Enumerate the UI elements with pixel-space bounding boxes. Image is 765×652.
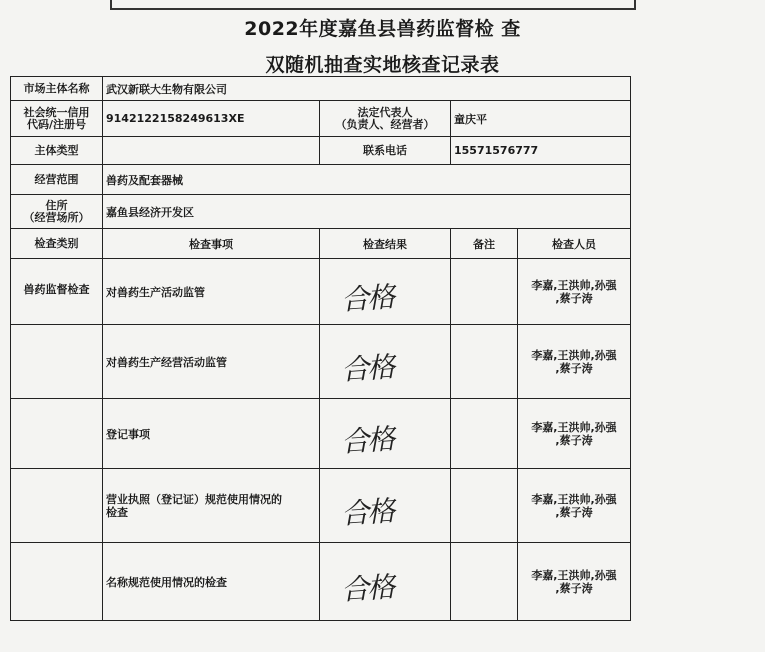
remark-cell xyxy=(451,469,518,543)
inspectors-cell xyxy=(518,259,631,325)
inspection-item-line2: 检查 xyxy=(106,505,128,519)
row-header xyxy=(11,229,631,259)
table-row xyxy=(11,469,631,543)
row-credit-code xyxy=(11,101,631,137)
remark-cell xyxy=(451,325,518,399)
inspection-record-table xyxy=(10,76,631,621)
label-legal-rep-line2: （负责人、经营者） xyxy=(335,117,435,131)
inspection-result-cell xyxy=(320,469,451,543)
category-empty-cell xyxy=(11,325,103,399)
document-title-line1: 2022年度嘉鱼县兽药监督检 查 xyxy=(244,18,521,40)
value-market-entity-name: 武汉新联大生物有限公司 xyxy=(103,77,631,101)
label-credit-code-line1: 社会统一信用 xyxy=(23,105,90,119)
inspection-result-cell xyxy=(320,259,451,325)
header-inspectors: 检查人员 xyxy=(518,229,631,259)
label-credit-code-line2: 代码/注册号 xyxy=(26,117,87,131)
row-entity-name xyxy=(11,77,631,101)
row-address xyxy=(11,195,631,229)
value-business-scope: 兽药及配套器械 xyxy=(103,165,631,195)
inspection-item: 名称规范使用情况的检查 xyxy=(103,543,320,621)
row-business-scope xyxy=(11,165,631,195)
label-address-line2: （经营场所） xyxy=(23,210,90,224)
label-address xyxy=(11,195,103,229)
label-legal-rep-line1: 法定代表人 xyxy=(357,105,413,119)
header-inspection-result: 检查结果 xyxy=(320,229,451,259)
label-legal-rep xyxy=(320,101,451,137)
inspectors-cell xyxy=(518,469,631,543)
handwritten-result: 合格 xyxy=(340,349,395,387)
top-border-fragment xyxy=(110,0,636,10)
remark-cell xyxy=(451,259,518,325)
inspectors-line2: ,蔡子涛 xyxy=(555,291,593,305)
label-credit-code xyxy=(11,101,103,137)
category-empty-cell xyxy=(11,469,103,543)
inspectors-line1: 李嘉,王洪帅,孙强 xyxy=(531,278,617,292)
value-legal-rep: 童庆平 xyxy=(451,101,631,137)
inspection-item: 对兽药生产经营活动监管 xyxy=(103,325,320,399)
inspection-item xyxy=(103,469,320,543)
label-address-line1: 住所 xyxy=(45,198,68,212)
handwritten-result: 合格 xyxy=(340,279,395,317)
handwritten-result: 合格 xyxy=(340,493,395,531)
table-row xyxy=(11,259,631,325)
row-entity-type xyxy=(11,137,631,165)
label-business-scope: 经营范围 xyxy=(11,165,103,195)
inspectors-cell xyxy=(518,399,631,469)
inspection-item: 对兽药生产活动监管 xyxy=(103,259,320,325)
inspectors-line2: ,蔡子涛 xyxy=(555,581,593,595)
remark-cell xyxy=(451,399,518,469)
remark-cell xyxy=(451,543,518,621)
value-inspection-category: 兽药监督检查 xyxy=(11,259,103,325)
label-market-entity-name: 市场主体名称 xyxy=(11,77,103,101)
category-empty-cell xyxy=(11,399,103,469)
inspectors-line1: 李嘉,王洪帅,孙强 xyxy=(531,492,617,506)
inspectors-line2: ,蔡子涛 xyxy=(555,505,593,519)
inspection-item-line1: 营业执照（登记证）规范使用情况的 xyxy=(106,492,282,506)
inspection-result-cell xyxy=(320,325,451,399)
label-contact-phone: 联系电话 xyxy=(320,137,451,165)
header-remarks: 备注 xyxy=(451,229,518,259)
inspectors-line1: 李嘉,王洪帅,孙强 xyxy=(531,348,617,362)
header-inspection-item: 检查事项 xyxy=(103,229,320,259)
category-empty-cell xyxy=(11,543,103,621)
value-credit-code: 9142122158249613XE xyxy=(103,101,320,137)
inspectors-line1: 李嘉,王洪帅,孙强 xyxy=(531,568,617,582)
header-inspection-category: 检查类别 xyxy=(11,229,103,259)
value-address: 嘉鱼县经济开发区 xyxy=(103,195,631,229)
table-row xyxy=(11,399,631,469)
inspectors-line1: 李嘉,王洪帅,孙强 xyxy=(531,420,617,434)
handwritten-result: 合格 xyxy=(340,421,395,459)
table-row xyxy=(11,325,631,399)
inspectors-line2: ,蔡子涛 xyxy=(555,433,593,447)
label-entity-type: 主体类型 xyxy=(11,137,103,165)
inspection-item: 登记事项 xyxy=(103,399,320,469)
value-contact-phone: 15571576777 xyxy=(451,137,631,165)
inspection-result-cell xyxy=(320,543,451,621)
document-title-line2: 双随机抽查实地核查记录表 xyxy=(265,54,500,76)
table-row xyxy=(11,543,631,621)
inspectors-line2: ,蔡子涛 xyxy=(555,361,593,375)
value-entity-type xyxy=(103,137,320,165)
handwritten-result: 合格 xyxy=(340,569,395,607)
inspectors-cell xyxy=(518,325,631,399)
inspectors-cell xyxy=(518,543,631,621)
inspection-result-cell xyxy=(320,399,451,469)
